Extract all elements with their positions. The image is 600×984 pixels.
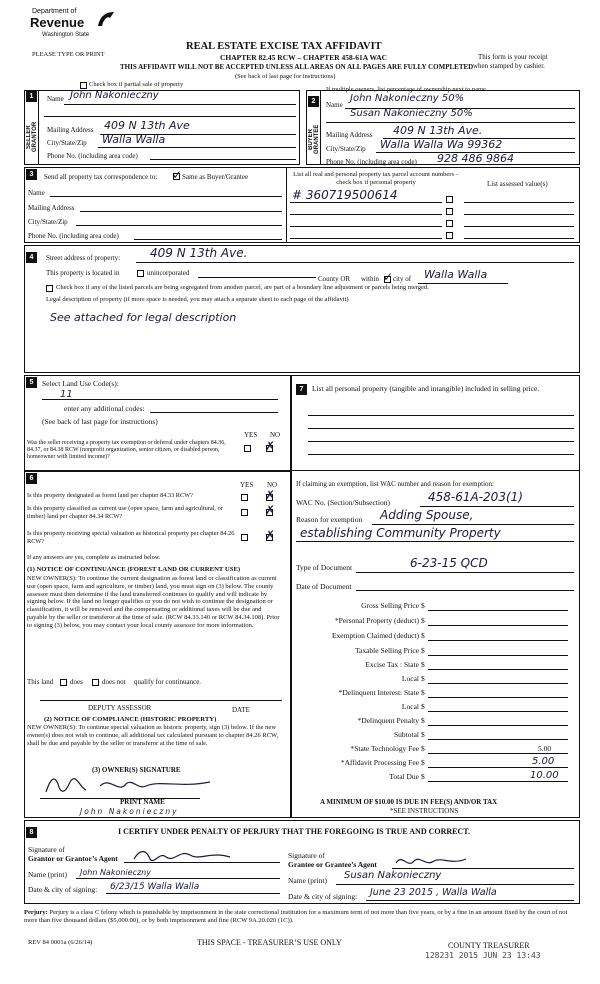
fee-value[interactable]: 5.00 (538, 744, 552, 753)
s6-q3-yes-checkbox[interactable] (241, 534, 248, 541)
treasurer-only-label: THIS SPACE - TREASURER’S USE ONLY (197, 938, 342, 947)
this-land-label: This land (27, 678, 54, 686)
s6-q2: Is this property classified as current use (open space, farm and agricultural, or timber) land per chapter 84.34 RCW? (27, 505, 223, 520)
fee-dollar: $ (421, 702, 425, 711)
s6-q3-no-mark-icon: ✗ (265, 528, 276, 542)
grantor-name-label: Name (print) (28, 870, 67, 879)
reason-label: Reason for exemption (296, 515, 363, 524)
s4-street-label: Street address of property: (46, 254, 121, 262)
grantor-date-label: Date & city of signing: (28, 885, 98, 894)
fee-dollar: $ (421, 744, 425, 753)
s6-q1-no-mark-icon: ✗ (265, 488, 276, 502)
check-mark-icon: ✓ (172, 168, 183, 182)
form-title: REAL ESTATE EXCISE TAX AFFIDAVIT (186, 41, 382, 52)
unincorporated-label: unincorporated (147, 269, 190, 277)
see-instructions-note: *SEE INSTRUCTIONS (390, 807, 459, 815)
s3-phone-label: Phone No. (including area code) (28, 232, 119, 240)
fee-dollar: $ (421, 772, 425, 781)
grantor-sig-label-1: Signature of (28, 845, 65, 854)
s6-q3: Is this property receiving special valuation as historical property per chapter 84.26 RCW? (27, 530, 235, 545)
owner-signature-label: (3) OWNER(S) SIGNATURE (92, 766, 181, 774)
s2-mailing-label: Mailing Address (326, 131, 373, 139)
grantee-date-label: Date & city of signing: (288, 892, 358, 901)
qualify-label: qualify for continuance. (134, 678, 202, 686)
s2-phone-label: Phone No. (including area code) (326, 158, 417, 166)
s3-city-label: City/State/Zip (28, 218, 68, 226)
s3-mailing-label: Mailing Address (28, 204, 75, 212)
department-logo (30, 6, 110, 42)
fee-dollar: $ (421, 660, 425, 669)
fee-dollar: $ (421, 688, 425, 697)
fee-label: *Delinquent Penalty (357, 716, 419, 725)
fee-label: Total Due (389, 772, 419, 781)
partial-sale-label: Check box if partial sale of property (89, 81, 184, 88)
s2-phone-value[interactable]: 928 486 9864 (437, 152, 514, 165)
fee-label: Excise Tax : State (365, 660, 419, 669)
notice-continuance-title: (1) NOTICE OF CONTINUANCE (FOREST LAND OR CURRENT USE) (27, 566, 241, 573)
parcel-value[interactable]: # 360719500614 (292, 188, 398, 202)
s5-yes-header: YES (244, 431, 258, 439)
county-or-label: County OR (318, 275, 351, 283)
form-warning: THIS AFFIDAVIT WILL NOT BE ACCEPTED UNLESS ALL AREAS ON ALL PAGES ARE FULLY COMPLETED (120, 63, 474, 71)
s2-name-value-1[interactable]: John Nakonieczny 50% (350, 93, 465, 104)
notice-continuance-text: NEW OWNER(S): To continue the current designation as forest land or classification as current use (open space, farm and agriculture, or timber) land, you must sign on (3) below. The county assessor must then determine if the land transferred continues to qualify and will indicate by signing below. If the land no longer qualifies or you do not wish to continue the designation or classification, it will be removed and the compensating or additional taxes will be due and payable by the seller or transferor at the time of sale. (RCW 84.33.140 or RCW 84.34.108). Prior to signing (3) below, you may contact your local county assessor for more information. (27, 575, 280, 629)
doc-type-value[interactable]: 6-23-15 QCD (410, 556, 488, 570)
parcel-2-personal-checkbox[interactable] (446, 208, 453, 215)
fee-dollar: $ (421, 758, 425, 767)
parcel-1-personal-checkbox[interactable] (446, 196, 453, 203)
fee-label: Gross Selling Price (361, 601, 419, 610)
does-not-checkbox[interactable] (92, 679, 99, 686)
notice-compliance-title: (2) NOTICE OF COMPLIANCE (HISTORIC PROPERTY) (44, 716, 217, 723)
s1-name-label: Name (47, 95, 64, 103)
doc-date-label: Date of Document (296, 582, 352, 591)
s5-exemption-question: Was the seller receiving a property tax exemption or deferral under chapters 84.36, 84.37, or 84.38 RCW (nonprofit organization, senior citizen, or disabled person, homeowner with limited income)? (27, 440, 226, 461)
grantee-sig-label-1: Signature of (288, 851, 325, 860)
fee-dollar: $ (421, 601, 425, 610)
s6-no-header: NO (267, 481, 278, 489)
fee-label: Taxable Selling Price (354, 646, 419, 655)
fee-dollar: $ (421, 730, 425, 739)
multiple-owners-note: If multiple owners, list percentage of ownership next to name. (326, 86, 488, 93)
grantee-date-value[interactable]: June 23 2015 , Walla Walla (370, 887, 497, 898)
buyer-grantee-label: BUYER GRANTEE (308, 124, 320, 154)
parcel-4-personal-checkbox[interactable] (446, 232, 453, 239)
legal-desc-label: Legal description of property (if more space is needed, you may attach a separate sheet to each page of the affidavit) (46, 296, 349, 303)
treasurer-stamp: 128231 2015 JUN 23 13:43 (425, 951, 541, 960)
fee-value[interactable]: 10.00 (530, 770, 559, 781)
see-back-header: (See back of last page for instructions) (235, 73, 336, 80)
fee-dollar: $ (421, 616, 425, 625)
fee-label: *Personal Property (deduct) (334, 616, 419, 625)
fee-label: Local (401, 674, 419, 683)
owner-signature-icon (40, 770, 220, 800)
section-3-number: 3 (26, 169, 37, 180)
fee-label: *Delinquent Interest: State (338, 688, 419, 697)
fee-label: Exemption Claimed (deduct) (331, 631, 419, 640)
s2-city-label: City/State/Zip (326, 145, 366, 153)
s1-phone-label: Phone No. (including area code) (47, 152, 138, 160)
section-4-number: 4 (26, 252, 37, 263)
s2-city-value[interactable]: Walla Walla Wa 99362 (380, 138, 503, 151)
grantor-name-value[interactable]: John Nakonieczny (80, 868, 151, 877)
exemption-intro: If claiming an exemption, list WAC number and reason for exemption: (296, 480, 494, 488)
perjury-statement (24, 909, 580, 925)
section-5-number: 5 (26, 377, 37, 388)
s6-any-yes: If any answers are yes, complete as instructed below. (27, 554, 161, 561)
s6-q1-yes-checkbox[interactable] (241, 494, 248, 501)
receipt-note-1: This form is your receipt (478, 53, 548, 61)
fee-label: Local (401, 702, 419, 711)
legal-desc-value[interactable]: See attached for legal description (50, 311, 237, 324)
s6-q2-yes-checkbox[interactable] (241, 509, 248, 516)
s5-no-header: NO (270, 431, 281, 439)
reason-value-2[interactable]: establishing Community Property (300, 526, 501, 540)
city-of-label: city of (393, 275, 412, 283)
revenue-logo-icon (96, 10, 116, 28)
grantee-name-label: Name (print) (288, 876, 327, 885)
fee-dollar: $ (421, 646, 425, 655)
fee-dollar: $ (421, 716, 425, 725)
s4-located-label: This property is located in (46, 269, 120, 277)
s6-q1: Is this property designated as forest land per chapter 84.33 RCW? (27, 492, 193, 499)
same-as-buyer-label: Same as Buyer/Grantee (182, 173, 249, 181)
s6-q2-no-mark-icon: ✗ (265, 503, 276, 517)
county-treasurer-label: COUNTY TREASURER (448, 941, 530, 950)
land-use-value[interactable]: 11 (60, 389, 73, 400)
parcel-header: List all real and personal property tax parcel account numbers – check box if personal property (293, 171, 459, 186)
dept-line2: Revenue (30, 15, 85, 30)
grantor-sig-label-2: Grantor or Grantor’s Agent (28, 854, 118, 863)
doc-type-label: Type of Document (296, 563, 353, 572)
dept-line1: Department of (32, 8, 77, 15)
s1-city-value[interactable]: Walla Walla (102, 133, 166, 146)
s1-city-label: City/State/Zip (47, 139, 87, 147)
fee-label: Subtotal (393, 730, 419, 739)
section-2-number: 2 (308, 96, 319, 107)
grantee-name-value[interactable]: Susan Nakonieczny (344, 870, 442, 881)
does-not-label: does not (102, 678, 126, 686)
within-label: within (361, 275, 379, 283)
fee-dollar: $ (421, 631, 425, 640)
perjury-text: Perjury is a class C felony which is punishable by imprisonment in the state correctional institution for a maximum term of not more than five years, or by a fine in an amount fixed by the court of not more than five thousand dollars ($5,000.00), or by both imprisonment and fine (RCW 9A.20.020 (1C)). (24, 909, 568, 924)
s4-city-value[interactable]: Walla Walla (424, 268, 488, 281)
form-subtitle: CHAPTER 82.45 RCW – CHAPTER 458-61A WAC (220, 53, 388, 62)
does-checkbox[interactable] (60, 679, 67, 686)
land-use-label: Select Land Use Code(s): (42, 379, 119, 388)
print-note: PLEASE TYPE OR PRINT (32, 51, 105, 58)
fee-dollar: $ (421, 674, 425, 683)
grantor-date-value[interactable]: 6/23/15 Walla Walla (110, 882, 200, 892)
fee-label: *Affidavit Processing Fee (340, 758, 419, 767)
segregated-checkbox[interactable] (46, 285, 53, 292)
additional-codes-label: enter any additional codes: (64, 404, 145, 413)
section-4-box (24, 245, 580, 373)
fee-label: *State Technology Fee (350, 744, 419, 753)
s1-mailing-label: Mailing Address (47, 126, 94, 134)
print-name-label: PRINT NAME (120, 798, 165, 806)
segregated-label: Check box if any of the listed parcels are being segregated from another parcel, are part of a boundary line adjustment or parcels being merged. (56, 284, 429, 291)
wac-label: WAC No. (Section/Subsection) (296, 498, 390, 507)
minimum-due-note: A MINIMUM OF $10.00 IS DUE IN FEE(S) AND/OR TAX (320, 798, 498, 806)
notice-compliance-text: NEW OWNER(S): To continue special valuation as historic property, sign (3) below. If the new owner(s) does not wish to continue, all additional tax calculated pursuant to chapter 84.26 RCW, shall be due and payable by the seller or transferor at the time of sale. (27, 724, 279, 747)
certify-statement: I CERTIFY UNDER PENALTY OF PERJURY THAT THE FOREGOING IS TRUE AND CORRECT. (118, 827, 471, 836)
s3-name-label: Name (28, 189, 45, 197)
section-7-number: 7 (296, 384, 307, 395)
section-6-number: 6 (26, 473, 37, 484)
perjury-label: Perjury: (24, 909, 48, 916)
partial-sale-checkbox[interactable] (80, 82, 87, 89)
section-8-number: 8 (26, 827, 37, 838)
print-name-value[interactable]: John Nakonieczny (80, 807, 179, 816)
s5-no-mark-icon: ✗ (265, 439, 276, 453)
unincorporated-checkbox[interactable] (137, 270, 144, 277)
reason-value-1[interactable]: Adding Spouse, (380, 508, 474, 522)
s3-correspondence-label: Send all property tax correspondence to: (44, 173, 158, 181)
deputy-assessor-label: DEPUTY ASSESSOR (88, 704, 152, 712)
s2-mailing-value[interactable]: 409 N 13th Ave. (393, 124, 483, 137)
s1-mailing-value[interactable]: 409 N 13th Ave (104, 119, 190, 132)
s6-yes-header: YES (240, 481, 254, 489)
dept-line3: Washington State (42, 32, 90, 38)
s2-name-label: Name (326, 101, 343, 109)
s5-yes-checkbox[interactable] (244, 445, 251, 452)
parcel-3-personal-checkbox[interactable] (446, 220, 453, 227)
personal-property-label: List all personal property (tangible and intangible) included in selling price. (312, 384, 540, 393)
s5-see-back: (See back of last page for instructions) (42, 417, 158, 426)
grantee-sig-label-2: Grantee or Grantee’s Agent (288, 860, 377, 869)
does-label: does (70, 678, 83, 686)
s1-name-value[interactable]: John Nakonieczny (70, 90, 159, 101)
section-1-number: 1 (26, 91, 37, 102)
assessed-header: List assessed value(s) (487, 180, 548, 188)
receipt-note-2: when stamped by cashier. (473, 62, 545, 70)
wac-value[interactable]: 458-61A-203(1) (428, 490, 523, 504)
deputy-date-label: DATE (232, 706, 250, 714)
fee-value[interactable]: 5.00 (532, 756, 555, 767)
city-check-mark-icon: ✓ (383, 270, 394, 284)
rev-number: REV 84 0001a (6/26/14) (28, 939, 93, 946)
seller-grantor-label: SELLER GRANTOR (26, 121, 38, 153)
s2-name-value-2[interactable]: Susan Nakonieczny 50% (350, 108, 473, 119)
s4-street-value[interactable]: 409 N 13th Ave. (150, 246, 248, 260)
